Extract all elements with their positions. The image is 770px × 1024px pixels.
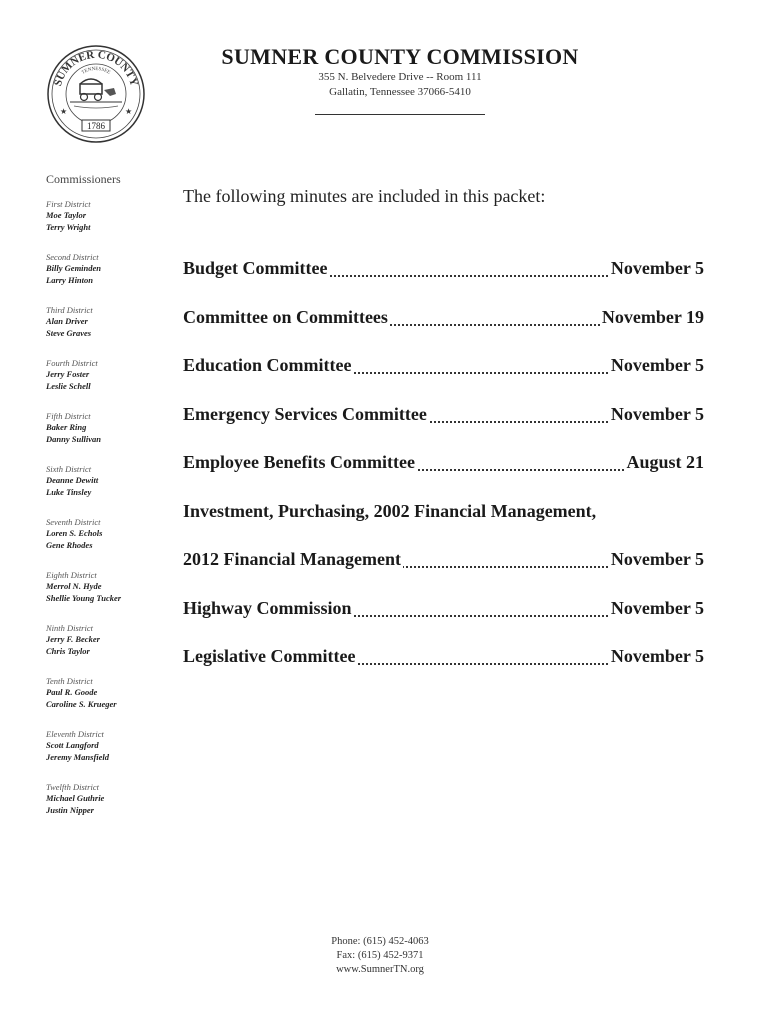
minutes-item [183, 547, 708, 596]
svg-text:★: ★ [125, 107, 133, 116]
district-block [46, 517, 186, 551]
district-name: First District [46, 199, 91, 209]
minutes-list [183, 256, 708, 693]
commissioner-name: Jeremy Mansfield [46, 751, 110, 762]
meeting-date: November 5 [610, 258, 704, 278]
commissioner-name: Paul R. Goode [46, 687, 98, 697]
website-link[interactable]: www.SumnerTN.org [336, 964, 424, 975]
commissioner-name: Terry Wright [46, 221, 91, 232]
commissioner-name: Alan Driver [46, 316, 88, 326]
district-name: Seventh District [46, 517, 101, 527]
commissioner-name: Justin Nipper [46, 804, 94, 815]
district-name: Ninth District [46, 623, 93, 633]
district-block [46, 623, 186, 657]
contact-footer [250, 935, 510, 977]
meeting-date: November 5 [610, 355, 704, 375]
district-block [46, 729, 186, 763]
committee-name: Investment, Purchasing, 2002 Financial Management, [183, 500, 597, 521]
minutes-item [183, 353, 708, 402]
district-name: Second District [46, 252, 99, 262]
committee-name: Committee on Committees [183, 306, 388, 327]
minutes-item [183, 450, 708, 499]
district-block [46, 570, 186, 604]
commissioner-name: Shellie Young Tucker [46, 592, 122, 603]
district-name: Eighth District [46, 570, 97, 580]
district-block [46, 199, 186, 233]
district-block [46, 676, 186, 710]
minutes-item [183, 596, 708, 645]
district-name: Tenth District [46, 676, 93, 686]
committee-name: Highway Commission [183, 597, 352, 618]
committee-name: Legislative Committee [183, 646, 356, 666]
commissioners-sidebar [46, 172, 186, 835]
meeting-date: November 5 [610, 549, 704, 569]
district-name: Sixth District [46, 464, 92, 474]
county-seal-logo [46, 44, 146, 144]
commissioner-name: Billy Geminden [46, 263, 102, 273]
commissioner-name: Danny Sullivan [46, 433, 102, 444]
committee-name: Employee Benefits Committee [183, 452, 415, 472]
district-name: Third District [46, 305, 93, 315]
svg-text:★: ★ [60, 107, 68, 116]
phone-number: Phone: (615) 452-4063 [331, 936, 429, 947]
commissioner-name: Scott Langford [46, 740, 99, 750]
committee-name: Emergency Services Committee [183, 403, 427, 424]
district-block [46, 782, 186, 816]
commissioner-name: Larry Hinton [46, 274, 93, 285]
district-block [46, 252, 186, 286]
commissioner-name: Michael Guthrie [46, 793, 105, 803]
commissioner-name: Luke Tinsley [46, 486, 92, 497]
address-line-2: Gallatin, Tennessee 37066-5410 [329, 86, 471, 98]
meeting-date: November 5 [610, 646, 704, 666]
seal-year: 1786 [87, 121, 105, 131]
commissioner-name: Caroline S. Krueger [46, 698, 117, 709]
seal-top-text: SUMNER COUNTY [51, 48, 141, 88]
committee-name: 2012 Financial Management [183, 549, 401, 569]
minutes-item [183, 402, 708, 451]
meeting-date: November 5 [610, 403, 704, 424]
commissioner-name: Gene Rhodes [46, 539, 93, 550]
commissioner-name: Jerry F. Becker [46, 634, 100, 644]
meeting-date: November 19 [601, 306, 704, 327]
minutes-item [183, 644, 708, 693]
commissioners-heading: Commissioners [46, 172, 121, 186]
district-name: Eleventh District [46, 729, 104, 739]
commissioner-name: Leslie Schell [46, 380, 91, 391]
district-name: Twelfth District [46, 782, 99, 792]
district-list [46, 199, 186, 816]
header-divider [315, 114, 485, 115]
svg-text:TENNESSEE [81, 67, 111, 76]
district-name: Fifth District [46, 411, 91, 421]
district-block [46, 358, 186, 392]
letterhead [200, 44, 600, 115]
committee-name: Education Committee [183, 355, 352, 375]
organization-title: SUMNER COUNTY COMMISSION [221, 44, 579, 69]
commissioner-name: Baker Ring [46, 422, 87, 432]
district-name: Fourth District [46, 358, 98, 368]
meeting-date: November 5 [610, 597, 704, 618]
district-block [46, 305, 186, 339]
fax-number: Fax: (615) 452-9371 [336, 950, 424, 961]
commissioner-name: Steve Graves [46, 327, 92, 338]
address-line-1: 355 N. Belvedere Drive -- Room 111 [318, 71, 482, 83]
district-block [46, 411, 186, 445]
meeting-date: August 21 [626, 452, 704, 472]
commissioner-name: Loren S. Echols [46, 528, 103, 538]
commissioner-name: Jerry Foster [46, 369, 90, 379]
district-block [46, 464, 186, 498]
commissioner-name: Moe Taylor [46, 210, 87, 220]
packet-intro: The following minutes are included in this packet: [183, 186, 546, 206]
committee-name: Budget Committee [183, 258, 328, 278]
commissioner-name: Deanne Dewitt [46, 475, 99, 485]
minutes-item [183, 256, 708, 305]
commissioner-name: Chris Taylor [46, 645, 90, 656]
seal-state-text: TENNESSEE [81, 66, 111, 76]
minutes-item [183, 499, 708, 548]
commissioner-name: Merrol N. Hyde [46, 581, 102, 591]
minutes-item [183, 305, 708, 354]
